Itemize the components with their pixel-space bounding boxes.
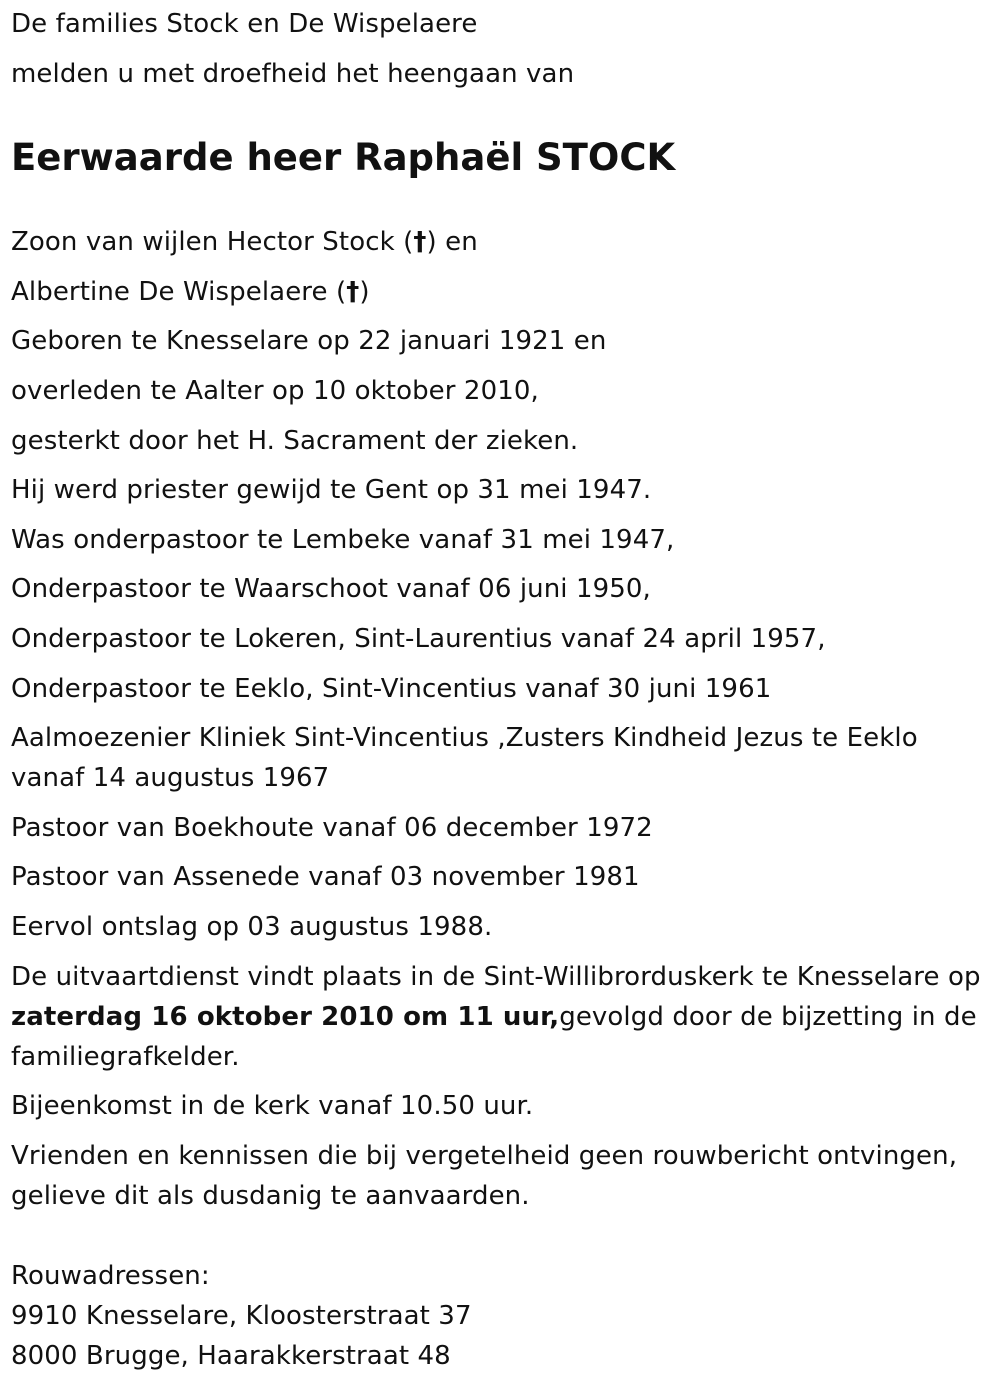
- cross-icon: †: [346, 277, 360, 307]
- addresses-heading: Rouwadressen:: [11, 1261, 210, 1291]
- chaplain-paragraph: Aalmoezenier Kliniek Sint-Vincentius ,Zusters Kindheid Jezus te Eeklo vanaf 14 augustus 1967: [11, 723, 918, 793]
- parents-line-1-suffix: ) en: [426, 227, 478, 257]
- career-line: Pastoor van Assenede vanaf 03 november 1981: [11, 862, 640, 892]
- life-line: Onderpastoor te Eeklo, Sint-Vincentius vanaf 30 juni 1961: [11, 674, 772, 704]
- funeral-text-prefix: De uitvaartdienst vindt plaats in de Sint-Willibrorduskerk te Knesselare op: [11, 962, 981, 992]
- intro-line-1: De families Stock en De Wispelaere: [11, 9, 478, 39]
- parents-line-2-prefix: Albertine De Wispelaere (: [11, 277, 347, 307]
- career-line: Eervol ontslag op 03 augustus 1988.: [11, 912, 493, 942]
- cross-icon: †: [413, 227, 427, 257]
- deceased-title: Eerwaarde heer Raphaël STOCK: [11, 136, 676, 179]
- intro-line-2: melden u met droefheid het heengaan van: [11, 59, 575, 89]
- funeral-date: zaterdag 16 oktober 2010 om 11 uur,: [11, 1002, 560, 1032]
- parents-line-2: [11, 272, 370, 312]
- parents-line-1: [11, 222, 478, 262]
- life-line: gesterkt door het H. Sacrament der zieken.: [11, 426, 579, 456]
- life-line: Onderpastoor te Waarschoot vanaf 06 juni 1950,: [11, 574, 651, 604]
- address-line: 9910 Knesselare, Kloosterstraat 37: [11, 1301, 472, 1331]
- life-line: Onderpastoor te Lokeren, Sint-Laurentius vanaf 24 april 1957,: [11, 624, 826, 654]
- address-line: 8000 Brugge, Haarakkerstraat 48: [11, 1341, 451, 1371]
- funeral-paragraph: [11, 957, 981, 1077]
- funeral-text-suffix: gevolgd door de bijzetting in de familiegrafkelder.: [11, 1002, 977, 1072]
- career-line: Pastoor van Boekhoute vanaf 06 december 1972: [11, 813, 653, 843]
- parents-line-1-prefix: Zoon van wijlen Hector Stock (: [11, 227, 414, 257]
- gathering-line: Bijeenkomst in de kerk vanaf 10.50 uur.: [11, 1091, 534, 1121]
- notice-paragraph: Vrienden en kennissen die bij vergetelheid geen rouwbericht ontvingen, gelieve dit als dusdanig te aanvaarden.: [11, 1141, 958, 1211]
- parents-line-2-suffix: ): [359, 277, 370, 307]
- life-line: Hij werd priester gewijd te Gent op 31 mei 1947.: [11, 475, 652, 505]
- life-line: Geboren te Knesselare op 22 januari 1921 en: [11, 326, 607, 356]
- life-line: overleden te Aalter op 10 oktober 2010,: [11, 376, 539, 406]
- life-line: Was onderpastoor te Lembeke vanaf 31 mei 1947,: [11, 525, 675, 555]
